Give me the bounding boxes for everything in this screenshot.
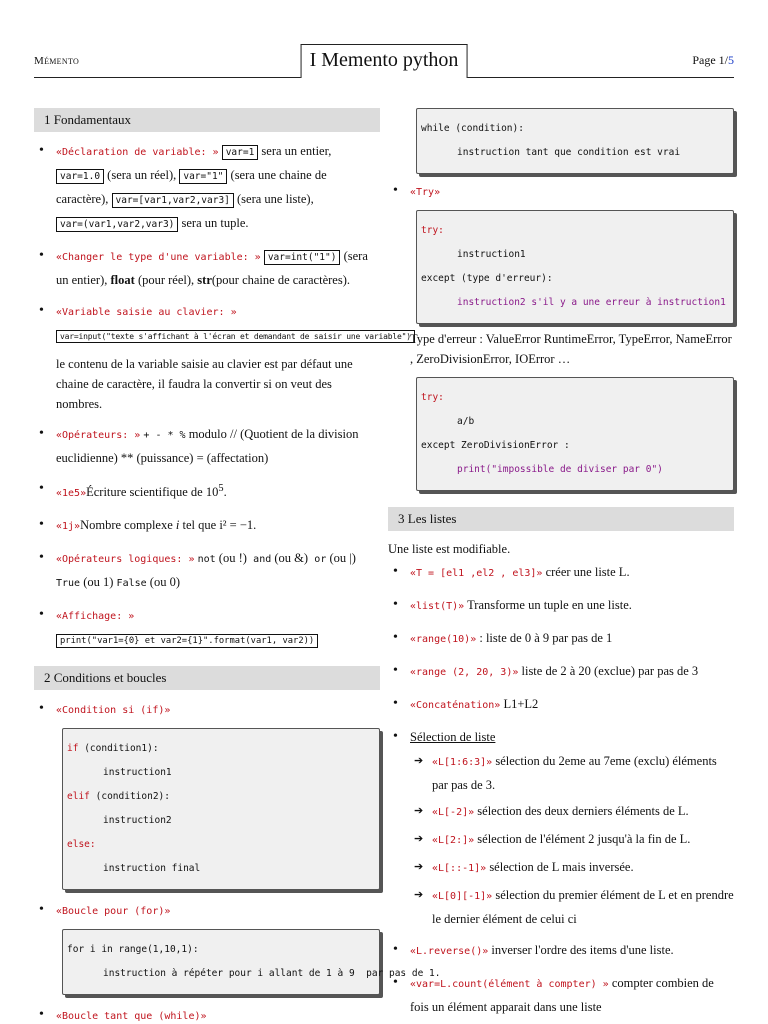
page-header (34, 42, 734, 78)
selection-sublist (410, 750, 734, 930)
section-title-fondamentaux: 1 Fondamentaux (34, 108, 380, 132)
list-item-selection: • Sélection de liste ➔ «L[1:6:3]» sélection du 2eme au 7eme (exclu) éléments par pas de 3. ➔ «L[-2]» sélection des deux derniers éléments de L. ➔ «L[2:]» sélection de l'élément 2 jusqu'à la fin de L. ➔ «L[::-1]» sélection de L mais inversée. ➔ «L[0][-1]» sélection du premier élément de L et en prendre le dernier élément de celui ci (388, 726, 734, 930)
listes-intro: Une liste est modifiable. (388, 542, 511, 556)
sub-item: ➔ «L[1:6:3]» sélection du 2eme au 7eme (exclu) éléments par pas de 3. (410, 750, 734, 796)
list-item-try: • «Try» try: instruction1 except (type d'erreur): instruction2 s'il y a une erreur à instruction1 (388, 180, 734, 324)
code-block-while: while (condition): instruction tant que condition est vrai (416, 108, 734, 174)
page-title: I Memento python (301, 44, 468, 78)
code-block-try: try: instruction1 except (type d'erreur): instruction2 s'il y a une erreur à instruction1 (416, 210, 734, 324)
sub-item: ➔ «L[0][-1]» sélection du premier élément de L et en prendre le dernier élément de celui ci (410, 884, 734, 930)
list-item-for: • «Boucle pour (for)» for i in range(1,10,1): instruction à répéter pour i allant de 1 à 9 par pas de 1. (34, 899, 380, 995)
list-item-if: • «Condition si (if)» if (condition1): instruction1 elif (condition2): instruction2 else: instruction final (34, 698, 380, 890)
code-var-int: var=1 (222, 145, 259, 160)
list-item: • «T = [el1 ,el2 , el3]» créer une liste L. (388, 561, 734, 585)
sub-item: ➔ «L[2:]» sélection de l'élément 2 jusqu'à la fin de L. (410, 828, 734, 852)
list-item-operators: • «Opérateurs: » + - * % modulo // (Quotient de la division euclidienne) ** (puissance) = (affectation) (34, 423, 380, 469)
list-item: • «range(10)» : liste de 0 à 9 par pas de 1 (388, 627, 734, 651)
list-item-type: • «Changer le type d'une variable: » var=int("1") (sera un entier), float (pour réel), str(pour chaine de caractères). (34, 245, 380, 291)
code-var-float: var=1.0 (56, 169, 104, 184)
listes-list (388, 561, 734, 1018)
list-item: • «range (2, 20, 3)» liste de 2 à 20 (exclue) par pas de 3 (388, 660, 734, 684)
error-types-text: Type d'erreur : ValueError RuntimeError, TypeError, NameError , ZeroDivisionError, IOError … (410, 332, 732, 366)
sub-item: ➔ «L[-2]» sélection des deux derniers éléments de L. (410, 800, 734, 824)
list-item-count: • «var=L.count(élément à compter) » compter combien de fois un élément apparait dans une liste (388, 972, 734, 1018)
code-print-format: print("var1={0} et var2={1}".format(var1, var2)) (56, 634, 318, 648)
list-item-complex: • «1j»Nombre complexe i tel que i² = −1. (34, 514, 380, 538)
page-total-link[interactable]: 5 (728, 53, 734, 67)
conditions-list (34, 698, 441, 1024)
section-title-listes: 3 Les listes (388, 507, 734, 531)
list-item-input: • «Variable saisie au clavier: » var=input("texte s'affichant à l'écran et demandant de saisir une variable") le contenu de la variable saisie au clavier est par défaut une chaine de caractère, il faudra la convertir si on veut des nombres. (34, 300, 380, 414)
list-item-print: • «Affichage: » print("var1={0} et var2={1}".format(var1, var2)) (34, 604, 380, 652)
code-block-try-division: try: a/b except ZeroDivisionError : print("impossible de diviser par 0") (416, 377, 734, 491)
code-var-str: var="1" (179, 169, 227, 184)
sub-item: ➔ «L[::-1]» sélection de L mais inversée. (410, 856, 734, 880)
page-number: Page 1/5 (692, 53, 734, 67)
list-item-logic: • «Opérateurs logiques: » not (ou !) and (ou &) or (ou |) True (ou 1) False (ou 0) (34, 547, 380, 595)
code-var-tuple: var=(var1,var2,var3) (56, 217, 178, 232)
code-input: var=input("texte s'affichant à l'écran et demandant de saisir une variable") (56, 330, 415, 343)
header-left: Mémento (34, 55, 80, 67)
code-var-list: var=[var1,var2,var3] (112, 193, 234, 208)
list-item-reverse: • «L.reverse()» inverser l'ordre des items d'une liste. (388, 939, 734, 963)
code-int-cast: var=int("1") (264, 250, 341, 265)
right-column (388, 108, 734, 1024)
list-item-while: • «Boucle tant que (while)» (34, 1004, 380, 1024)
list-item: • «list(T)» Transforme un tuple en une liste. (388, 594, 734, 618)
code-block-if: if (condition1): instruction1 elif (condition2): instruction2 else: instruction final (62, 728, 380, 890)
list-item-declaration: • «Déclaration de variable: » var=1 sera un entier, var=1.0 (sera un réel), var="1" (sera une chaine de caractère), var=[var1,var2,var3] (sera une liste), var=(var1,var2,var3) sera un tuple. (34, 140, 380, 236)
code-block-for: for i in range(1,10,1): instruction à répéter pour i allant de 1 à 9 par pas de 1. (62, 929, 380, 995)
list-item-scientific: • «1e5»Écriture scientifique de $10^5$. (34, 478, 380, 505)
list-item: • «Concaténation» L1+L2 (388, 693, 734, 717)
try-list (388, 180, 734, 324)
section-title-conditions: 2 Conditions et boucles (34, 666, 380, 690)
fondamentaux-list (34, 140, 411, 652)
